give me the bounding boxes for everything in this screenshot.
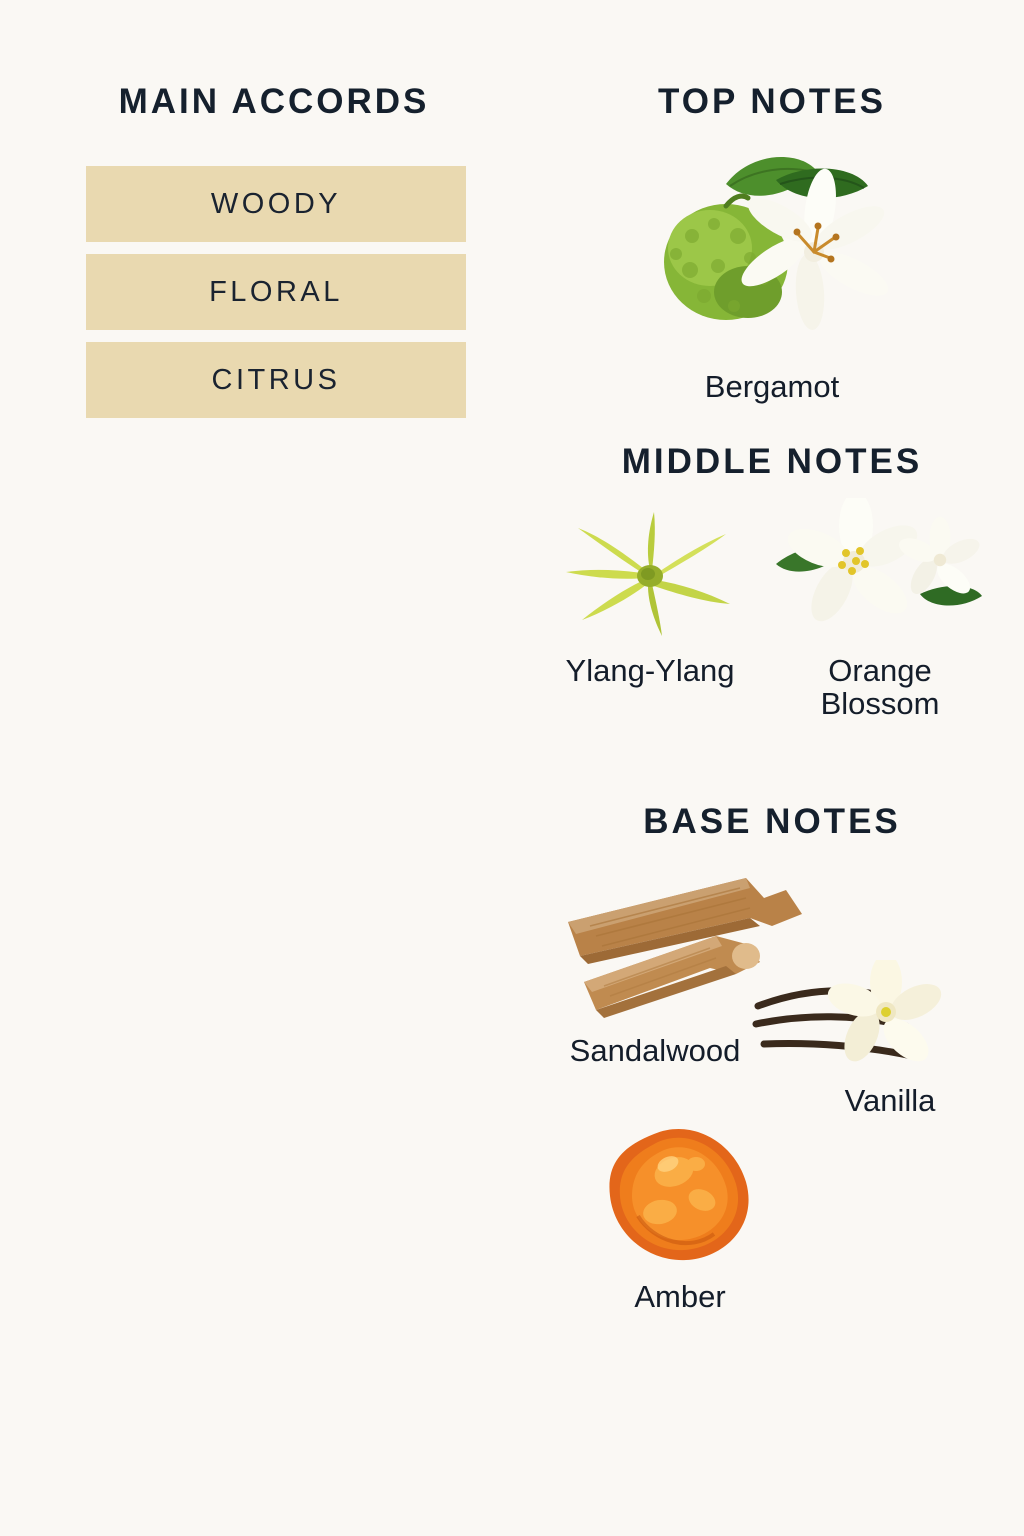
middle-notes-section <box>520 442 1024 802</box>
main-accords-section <box>0 82 552 430</box>
middle-notes-title: MIDDLE NOTES <box>621 442 923 481</box>
base-notes-title: BASE NOTES <box>643 802 901 841</box>
accord-label-citrus: CITRUS <box>211 363 341 396</box>
note-label-bergamot: Bergamot <box>704 369 840 404</box>
top-notes-section <box>520 82 1024 442</box>
accord-bar-woody[interactable] <box>86 166 466 242</box>
main-accords-list <box>86 166 466 418</box>
accord-label-floral: FLORAL <box>209 275 343 308</box>
amber-stone-icon <box>598 1120 768 1265</box>
accord-label-woody: WOODY <box>210 187 342 220</box>
accord-bar-citrus[interactable] <box>86 342 466 418</box>
note-label-sandalwood: Sandalwood <box>569 1033 741 1068</box>
note-label-orange-blossom-line2: Blossom <box>820 686 940 722</box>
note-label-orange-blossom-line1: Orange <box>828 653 932 688</box>
note-label-orange-blossom <box>770 654 990 721</box>
main-accords-title: MAIN ACCORDS <box>118 82 430 121</box>
base-notes-section <box>520 802 1024 1314</box>
note-label-ylang-ylang: Ylang-Ylang <box>565 653 735 688</box>
note-label-amber: Amber <box>634 1279 726 1314</box>
note-label-vanilla: Vanilla <box>844 1083 936 1118</box>
top-notes-title: TOP NOTES <box>658 82 886 121</box>
bergamot-fruit-flower-icon <box>630 144 900 349</box>
ylang-ylang-flower-icon <box>560 508 740 638</box>
accord-bar-floral[interactable] <box>86 254 466 330</box>
notes-column <box>520 82 1024 1314</box>
vanilla-flower-pods-icon <box>750 960 970 1080</box>
orange-blossom-flower-icon <box>768 498 983 638</box>
